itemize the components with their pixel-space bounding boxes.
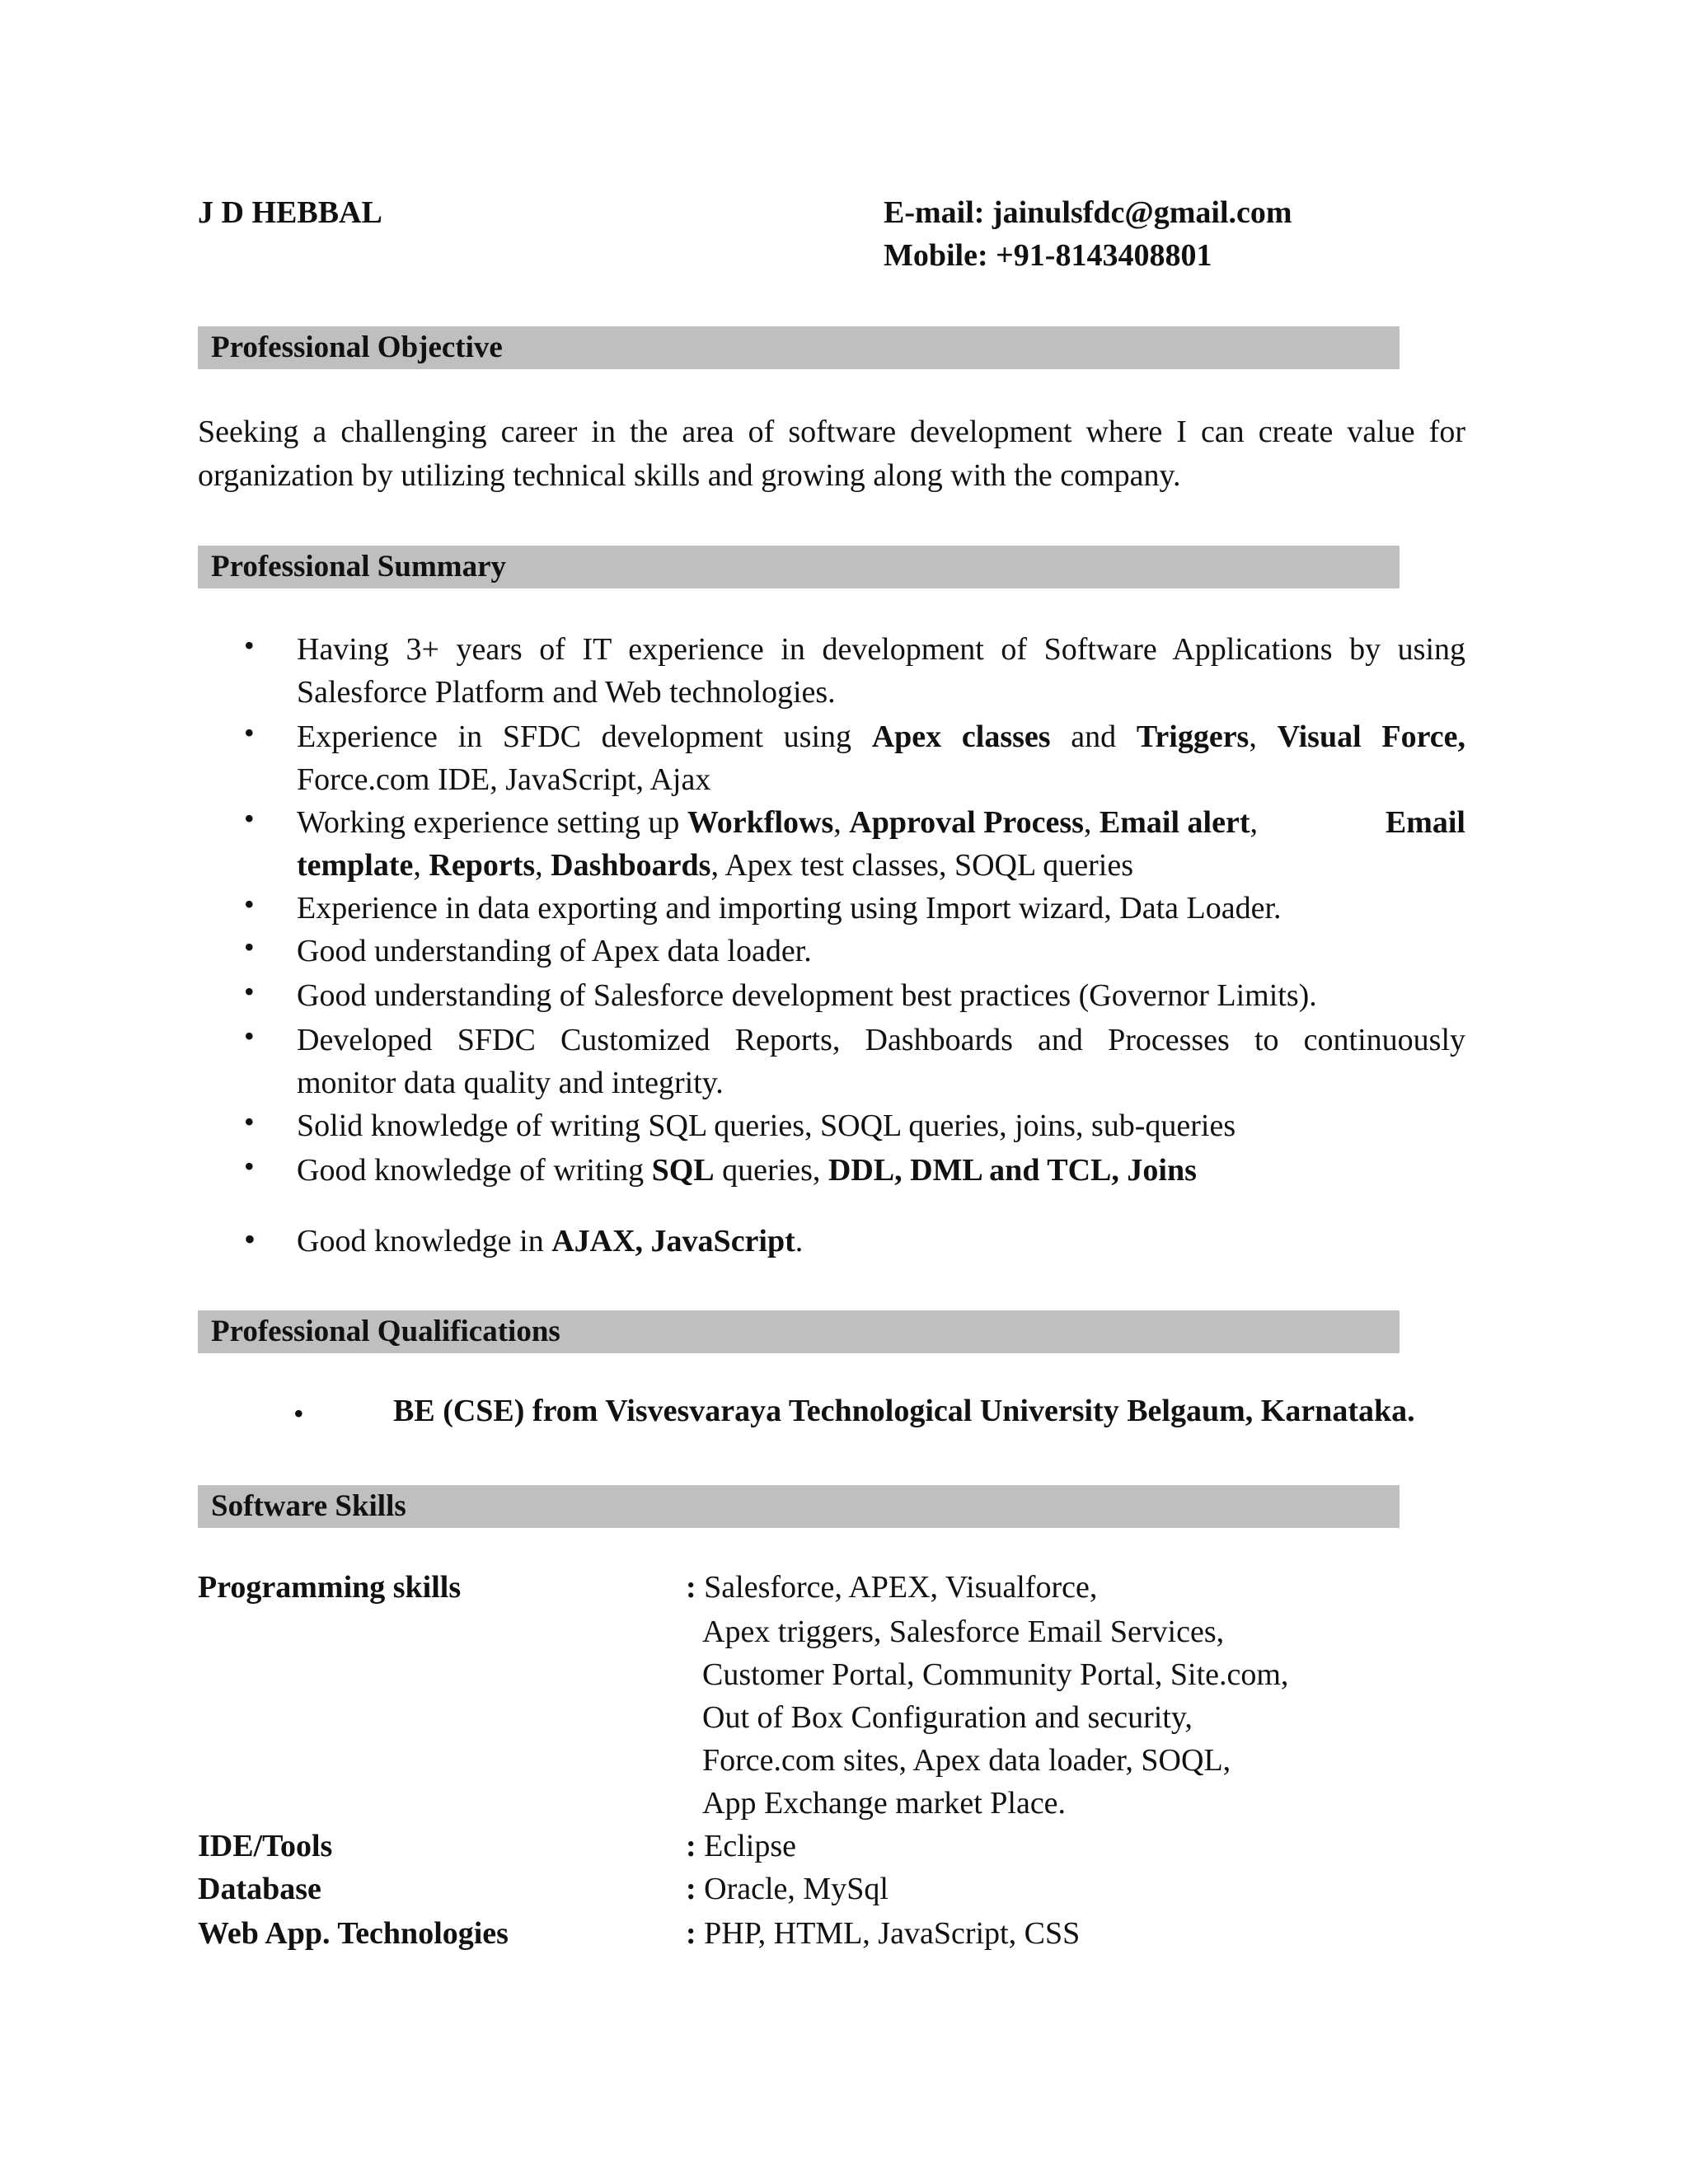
bullet: • — [244, 1105, 255, 1138]
programming-skills-line: App Exchange market Place. — [702, 1786, 1067, 1821]
list-item-line: Having 3+ years of IT experience in development of Software Applications by using — [297, 632, 1465, 667]
qualifications-heading-bar — [198, 1310, 1400, 1353]
colon: : — [686, 1570, 696, 1605]
bold-text: Reports — [429, 848, 536, 883]
bullet: • — [244, 629, 255, 662]
ide-tools-label: IDE/Tools — [198, 1829, 333, 1863]
summary-heading-bar — [198, 546, 1400, 588]
text: Working experience setting up — [297, 805, 687, 840]
programming-skills-value — [686, 1566, 1097, 1609]
text: and — [1050, 719, 1137, 754]
programming-skills-line: Force.com sites, Apex data loader, SOQL, — [702, 1743, 1231, 1778]
database-value — [686, 1868, 889, 1910]
list-item-line: monitor data quality and integrity. — [297, 1066, 724, 1100]
skills-heading: Software Skills — [211, 1489, 406, 1523]
text: , — [1083, 805, 1100, 840]
bullet: • — [244, 1019, 255, 1052]
bold-text: SQL — [651, 1153, 715, 1188]
summary-heading: Professional Summary — [211, 550, 507, 583]
objective-heading: Professional Objective — [211, 330, 503, 364]
list-item — [297, 1149, 1465, 1192]
text: queries, — [714, 1153, 828, 1188]
email-line: E-mail: jainulsfdc@gmail.com — [884, 195, 1292, 230]
list-item-line: Developed SFDC Customized Reports, Dashboards and Processes to continuously — [297, 1023, 1465, 1057]
list-item-line: Salesforce Platform and Web technologies. — [297, 675, 836, 710]
list-item — [297, 1019, 1465, 1104]
bullet: • — [244, 930, 255, 963]
list-item-line — [297, 844, 1465, 887]
text: PHP, HTML, JavaScript, CSS — [696, 1916, 1081, 1951]
objective-heading-bar — [198, 326, 1400, 369]
bold-text: DDL, DML and TCL, Joins — [828, 1153, 1197, 1188]
programming-skills-line: Customer Portal, Community Portal, Site.com, — [702, 1657, 1289, 1692]
colon: : — [686, 1916, 696, 1951]
list-item: Experience in data exporting and importing using Import wizard, Data Loader. — [297, 891, 1282, 926]
programming-skills-line: Apex triggers, Salesforce Email Services, — [702, 1615, 1225, 1649]
list-item: Good understanding of Apex data loader. — [297, 934, 812, 968]
bold-text: Email — [1385, 805, 1465, 840]
bold-text: Workflows — [687, 805, 834, 840]
bullet: • — [244, 802, 255, 835]
mobile-line: Mobile: +91-8143408801 — [884, 238, 1212, 273]
bullet: • — [244, 1150, 255, 1183]
text: , — [1249, 719, 1278, 754]
bullet: • — [244, 1221, 256, 1258]
database-label: Database — [198, 1872, 321, 1906]
bullet: • — [244, 975, 255, 1008]
bold-text: Dashboards — [551, 848, 711, 883]
list-item-line: Force.com IDE, JavaScript, Ajax — [297, 762, 711, 797]
qualification-item: BE (CSE) from Visvesvaraya Technological University Belgaum, Karnataka. — [393, 1394, 1415, 1428]
bold-text: Apex classes — [871, 719, 1051, 754]
text: , Apex test classes, SOQL queries — [710, 848, 1134, 883]
web-technologies-value — [686, 1912, 1080, 1955]
text: , — [1250, 805, 1258, 840]
colon: : — [686, 1872, 696, 1906]
bold-text: template — [297, 848, 414, 883]
colon: : — [686, 1829, 696, 1863]
candidate-name: J D HEBBAL — [198, 195, 382, 230]
list-item — [297, 715, 1465, 801]
skills-heading-bar — [198, 1485, 1400, 1528]
list-item: Good understanding of Salesforce development best practices (Governor Limits). — [297, 978, 1317, 1013]
text: Experience in SFDC development using — [297, 719, 872, 754]
objective-line-1: Seeking a challenging career in the area of software development where I can create value for — [198, 415, 1465, 449]
text: , — [833, 805, 850, 840]
bullet: • — [244, 716, 255, 749]
objective-line-2: organization by utilizing technical skills and growing along with the company. — [198, 458, 1181, 493]
text: Eclipse — [696, 1829, 797, 1863]
text: Oracle, MySql — [696, 1872, 889, 1906]
bold-text: AJAX, JavaScript — [551, 1224, 795, 1258]
bold-text: Email alert — [1099, 805, 1250, 840]
text: . — [795, 1224, 804, 1258]
bullet: • — [244, 888, 255, 921]
ide-tools-value — [686, 1825, 796, 1868]
programming-skills-label: Programming skills — [198, 1570, 462, 1605]
programming-skills-line: Out of Box Configuration and security, — [702, 1700, 1193, 1735]
text: Good knowledge of writing — [297, 1153, 652, 1188]
list-item-line — [297, 801, 1465, 844]
text: , — [535, 848, 551, 883]
bold-text: Triggers — [1136, 719, 1250, 754]
list-item-line — [297, 715, 1465, 758]
list-item — [297, 801, 1465, 887]
web-technologies-label: Web App. Technologies — [198, 1916, 509, 1951]
objective-text — [198, 410, 1465, 498]
bold-text: Approval Process — [849, 805, 1084, 840]
bold-text: Visual Force, — [1277, 719, 1466, 754]
qualifications-heading: Professional Qualifications — [211, 1315, 560, 1348]
list-item: Solid knowledge of writing SQL queries, SOQL queries, joins, sub-queries — [297, 1108, 1236, 1143]
text: , — [413, 848, 429, 883]
text: Good knowledge in — [297, 1224, 552, 1258]
bullet: • — [293, 1397, 304, 1430]
list-item — [297, 1220, 1465, 1263]
text: Salesforce, APEX, Visualforce, — [696, 1570, 1098, 1605]
list-item — [297, 628, 1465, 714]
